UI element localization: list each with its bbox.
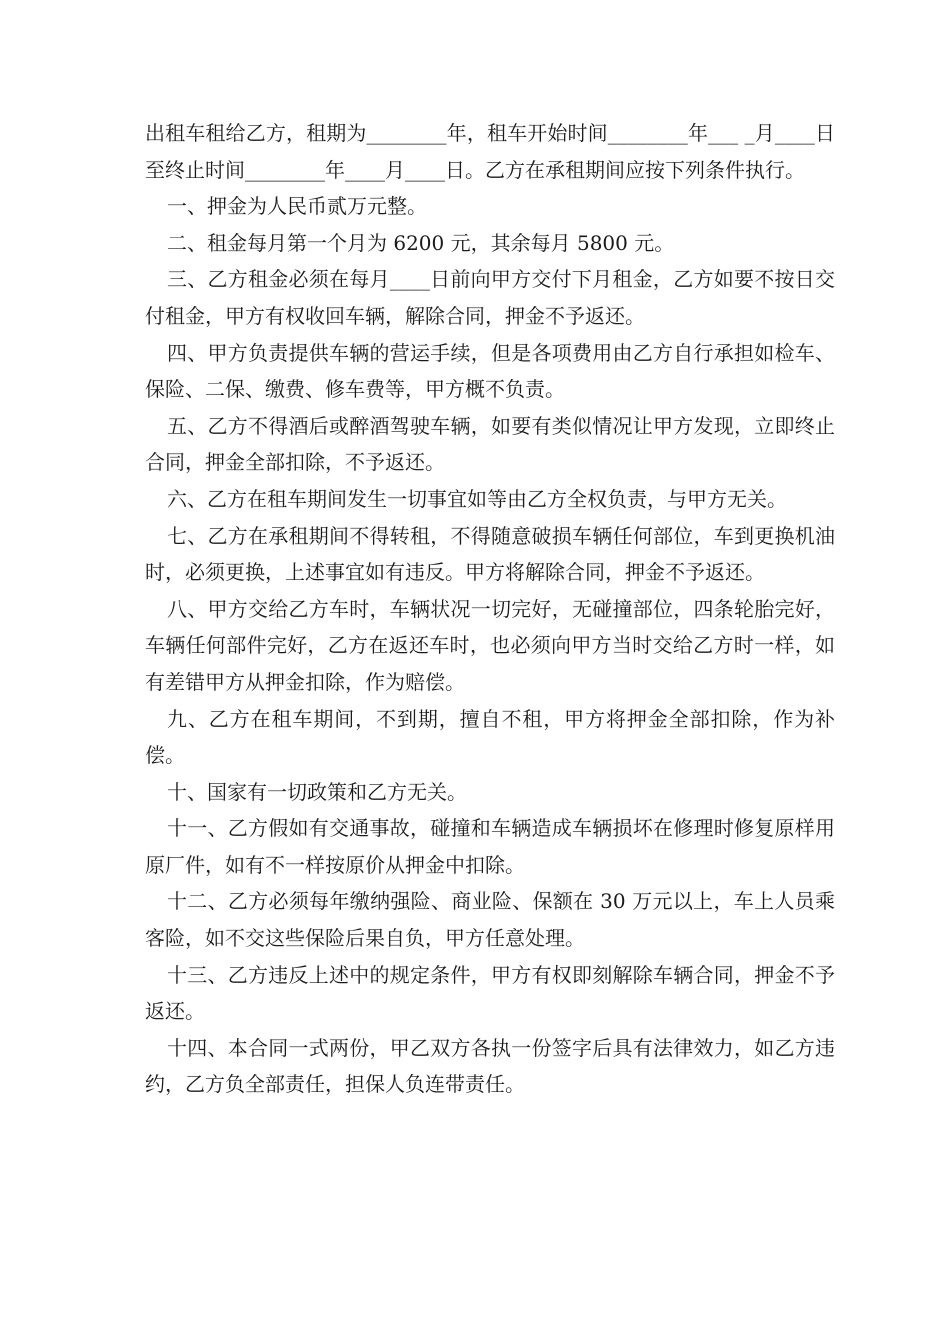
clause-liability: 六、乙方在租车期间发生一切事宜如等由乙方全权负责，与甲方无关。 — [167, 486, 787, 511]
clause-no-sublease: 七、乙方在承租期间不得转租，不得随意破损车辆任何部位，车到更换机油时，必须更换，上述事宜如有违反。甲方将解除合同，押金不予返还。 — [145, 523, 835, 585]
clause-accidents: 十一、乙方假如有交通事故，碰撞和车辆造成车辆损坏在修理时修复原样用原厂件，如有不一样按原价从押金中扣除。 — [145, 816, 835, 877]
clause-early-termination: 九、乙方在租车期间，不到期，擅自不租，甲方将押金全部扣除，作为补偿。 — [145, 706, 835, 768]
clause-drunk-driving: 五、乙方不得酒后或醉酒驾驶车辆，如要有类似情况让甲方发现，立即终止合同，押金全部扣除，不予返还。 — [145, 413, 835, 475]
intro-paragraph: 出租车租给乙方，租期为________年，租车开始时间________年___ _月____日至终止时间________年____月____日。乙方在承租期间应按下列条件执行。 — [145, 121, 835, 182]
clause-breach: 十三、乙方违反上述中的规定条件，甲方有权即刻解除车辆合同，押金不予返还。 — [145, 962, 835, 1024]
clause-insurance: 十二、乙方必须每年缴纳强险、商业险、保额在 30 万元以上，车上人员乘客险，如不交这些保险后果自负，甲方任意处理。 — [145, 889, 835, 951]
clause-payment-deadline: 三、乙方租金必须在每月____日前向甲方交付下月租金，乙方如要不按日交付租金，甲方有权收回车辆，解除合同，押金不予返还。 — [145, 267, 835, 328]
clause-deposit: 一、押金为人民币贰万元整。 — [167, 194, 427, 219]
clause-operation-permits: 四、甲方负责提供车辆的营运手续，但是各项费用由乙方自行承担如检车、保险、二保、缴费、修车费等，甲方概不负责。 — [145, 340, 835, 402]
contract-body — [145, 115, 835, 1103]
clause-copies: 十四、本合同一式两份，甲乙双方各执一份签字后具有法律效力，如乙方违约，乙方负全部责任，担保人负连带责任。 — [145, 1035, 835, 1097]
clause-rent-amount: 二、租金每月第一个月为 6200 元，其余每月 5800 元。 — [167, 230, 675, 255]
clause-policy: 十、国家有一切政策和乙方无关。 — [167, 779, 467, 804]
clause-vehicle-condition: 八、甲方交给乙方车时，车辆状况一切完好，无碰撞部位，四条轮胎完好，车辆任何部件完好，乙方在返还车时，也必须向甲方当时交给乙方时一样，如有差错甲方从押金扣除，作为赔偿。 — [145, 596, 835, 694]
